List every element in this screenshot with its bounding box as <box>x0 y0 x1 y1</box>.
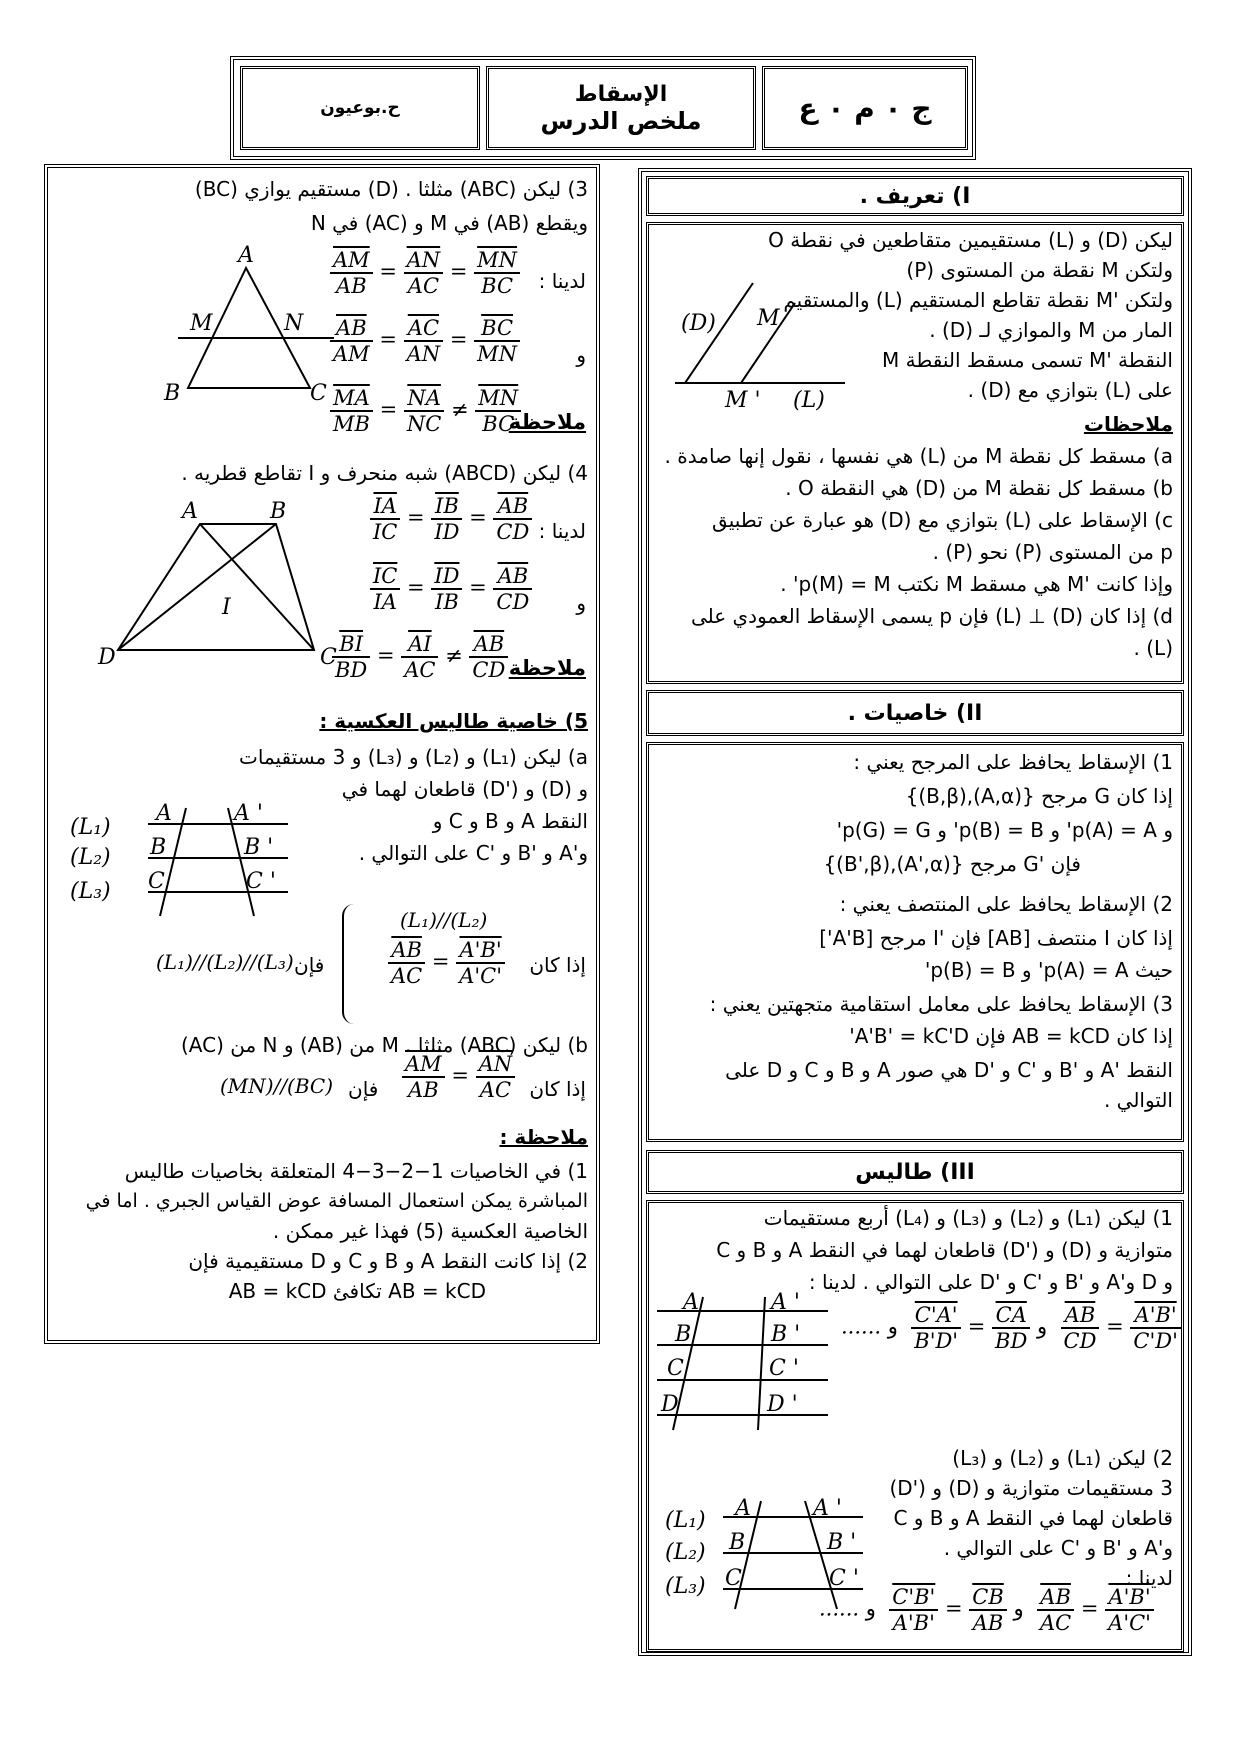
trap-label: I <box>222 595 231 620</box>
s1-note: وإذا كانت 'M هي مسقط M نكتب p(M) = M' . <box>780 572 1173 596</box>
p4-formula-2: $\frac{\overline{IC}}{IA}$ = $\frac{\overline{ID}}{IB}$ = $\frac{\overline{AB}}{CD}$ <box>370 564 532 614</box>
rt-label: (L₁) <box>70 815 111 840</box>
p4-formula-3: $\frac{\overline{BI}}{BD}$ = $\frac{\overline{AI}}{AC}$ ≠ $\frac{\overline{AB}}{CD}$ <box>332 632 508 682</box>
section-2-box <box>646 742 1184 1142</box>
s2-line: حيث p(A) = A' و p(B) = B' <box>924 958 1173 982</box>
note-line: 1) في الخاصيات 1−2−3−4 المتعلقة بخاصيات طاليس <box>124 1159 588 1183</box>
tri-label: C <box>310 381 327 406</box>
fig4-label: B <box>675 1322 692 1347</box>
level-cell <box>762 66 968 150</box>
fig4-label: C <box>667 1356 684 1381</box>
tri-label: M <box>190 311 213 336</box>
fig3-label: A ' <box>813 1496 842 1521</box>
trap-label: B <box>270 499 287 524</box>
fig4-label: A <box>683 1290 699 1315</box>
header-box <box>230 56 976 160</box>
thales-figure-4 <box>653 1290 833 1435</box>
fig4-label: D <box>661 1392 679 1417</box>
s3-line: 2) ليكن (L₁) و (L₂) و (L₃) <box>952 1446 1173 1470</box>
s1-line: ولتكن M نقطة من المستوى (P) <box>906 258 1173 282</box>
rt-label: (L₃) <box>70 879 111 904</box>
p5-line: a) ليكن (L₁) و (L₂) و (L₃) و 3 مستقيمات <box>239 745 588 769</box>
note-label: ملاحظة <box>508 656 586 680</box>
s2-line: إذا كان AB = kCD فإن A'B' = kC'D' <box>849 1024 1173 1048</box>
rt-label: B ' <box>244 835 274 860</box>
p5b-if: إذا كان <box>529 1077 586 1101</box>
fig3-label: C <box>725 1566 742 1591</box>
author-cell <box>240 66 480 150</box>
p4-formula-1: $\frac{\overline{IA}}{IC}$ = $\frac{\overline{IB}}{ID}$ = $\frac{\overline{AB}}{CD}$ <box>370 494 532 544</box>
s2-line: إذا كان I منتصف [AB] فإن 'I مرجح [A'B'] <box>819 926 1173 950</box>
fig3-label: (L₃) <box>665 1574 706 1599</box>
p3-line: 3) ليكن (ABC) مثلثا . (D) مستقيم يوازي (BC) <box>194 177 588 201</box>
s3-line: 1) ليكن (L₁) و (L₂) و (L₃) و (L₄) أربع مستقيمات <box>763 1206 1173 1230</box>
fig4-label: D ' <box>767 1392 798 1417</box>
s2-line: التوالي . <box>1103 1088 1173 1112</box>
section-1-title: I) تعريف . <box>646 176 1184 216</box>
we-have-label: لدينا : <box>538 269 586 293</box>
p5-if: إذا كان <box>529 953 586 977</box>
label-M: M <box>757 306 780 331</box>
tri-label: B <box>164 381 181 406</box>
s3-line: لدينا : <box>1125 1566 1173 1590</box>
s3-line: و'A و 'B و 'C على التوالي . <box>943 1536 1173 1560</box>
level: ج ٠ م ٠ ع <box>798 91 932 125</box>
notes-title: ملاحظة : <box>499 1125 588 1149</box>
and-label: و <box>576 591 586 615</box>
right-column <box>638 168 1192 1656</box>
author: ح.بوعيون <box>320 98 400 118</box>
rt-label: A <box>156 801 172 826</box>
p5-cond-frac: $\frac{\overline{AB}}{AC}$ = $\frac{A'B'}{A'C'}$ <box>388 938 505 988</box>
rt-label: C ' <box>246 869 276 894</box>
p5b-then: فإن <box>348 1077 379 1101</box>
page-subtitle: ملخص الدرس <box>540 106 702 135</box>
fig4-label: A ' <box>771 1290 800 1315</box>
triangle-figure <box>98 243 328 416</box>
note-line: AB = kCD تكافئ AB = kCD <box>228 1279 486 1303</box>
p5-title: 5) خاصية طاليس العكسية : <box>319 709 588 733</box>
s2-line: 2) الإسقاط يحافظ على المنتصف يعني : <box>839 892 1173 916</box>
reverse-thales-figure <box>58 798 298 928</box>
fig4-label: B ' <box>771 1322 801 1347</box>
s1-note: (L) . <box>1133 636 1173 660</box>
fig3-label: B ' <box>827 1530 857 1555</box>
fig4-label: C ' <box>769 1356 799 1381</box>
p5-then: فإن <box>294 953 325 977</box>
p3-formula-1: $\frac{\overline{AM}}{AB}$ = $\frac{\overline{AN}}{AC}$ = $\frac{\overline{MN}}{BC}$ <box>330 248 520 298</box>
section-2-title: II) خاصيات . <box>646 690 1184 736</box>
s2-line: 3) الإسقاط يحافظ على معامل استقامية متجهتين يعني : <box>709 992 1173 1016</box>
tri-label: N <box>284 311 304 336</box>
label-Mp: M ' <box>725 388 761 413</box>
s1-notes-title: ملاحظات <box>1083 412 1173 436</box>
note-label: ملاحظة <box>508 410 586 434</box>
s2-line: و p(A) = A' و p(B) = B' و p(G) = G' <box>836 818 1173 842</box>
rt-label: B <box>150 835 167 860</box>
p5b-conclusion: (MN)//(BC) <box>220 1074 334 1098</box>
label-L: (L) <box>793 388 825 413</box>
s3-line: و D و'A و 'B و 'C و 'D على التوالي . لدينا : <box>808 1270 1173 1294</box>
p5-line: و (D) و ('D) قاطعان لهما في <box>341 777 588 801</box>
p3-formula-2: $\frac{\overline{AB}}{AM}$ = $\frac{\overline{AC}}{AN}$ = $\frac{\overline{BC}}{MN}$ <box>330 316 520 366</box>
s3-line: متوازية و (D) و ('D) قاطعان لهما في النقط A و B و C <box>716 1238 1173 1262</box>
we-have-label: لدينا : <box>538 519 586 543</box>
s1-line: ليكن (D) و (L) مستقيمين متقاطعين في نقطة O <box>768 228 1173 252</box>
left-column <box>44 164 600 1344</box>
p5b-line: b) ليكن (ABC) مثلثا . M من (AB) و N من (AC) <box>180 1033 588 1057</box>
trap-label: A <box>182 499 198 524</box>
s2-line: 1) الإسقاط يحافظ على المرجح يعني : <box>853 750 1173 774</box>
s1-note: p من المستوى (P) نحو (P) . <box>932 540 1173 564</box>
section-1-box <box>646 222 1184 684</box>
p5b-frac: $\frac{\overline{AM}}{AB}$ = $\frac{\overline{AN}}{AC}$ <box>402 1052 515 1102</box>
s2-line: إذا كان G مرجح {(A,α),(B,β)} <box>905 784 1173 808</box>
s3-line: 3 مستقيمات متوازية و (D) و ('D) <box>889 1476 1173 1500</box>
p3-line: ويقطع (AB) في M و (AC) في N <box>310 211 588 235</box>
s1-note: a) مسقط كل نقطة M من (L) هي نفسها ، نقول إنها صامدة . <box>664 444 1173 468</box>
s1-note: b) مسقط كل نقطة M من (D) هي النقطة O . <box>785 476 1173 500</box>
fig3-label: (L₂) <box>665 1540 706 1565</box>
p5-conclusion: (L₁)//(L₂)//(L₃) <box>156 950 294 974</box>
and-label: و <box>576 343 586 367</box>
fig3-label: B <box>729 1530 746 1555</box>
s1-note: c) الإسقاط على (L) بتوازي مع (D) هو عبارة عن تطبيق <box>712 508 1173 532</box>
s1-line: ولتكن 'M نقطة تقاطع المستقيم (L) والمستقيم <box>783 288 1173 312</box>
s3-formula-2: ...... و $\frac{\overline{CB}}{AB}$ = $\frac{C'B'}{A'B'}$ و $\frac{\overline{AB}}{AC}$ = $\frac{A'B'}{A'C'}$ <box>819 1585 1154 1635</box>
rt-label: C <box>148 869 165 894</box>
p5-line: النقط A و B و C و <box>432 809 588 833</box>
s2-line: فإن 'G مرجح {(A',α),(B',β)} <box>823 852 1081 876</box>
s1-line: على (L) بتوازي مع (D) . <box>967 378 1173 402</box>
fig3-label: A <box>735 1496 751 1521</box>
rt-label: A ' <box>234 801 263 826</box>
fig3-label: C ' <box>829 1566 859 1591</box>
note-line: 2) إذا كانت النقط A و B و C و D مستقيمية فإن <box>188 1249 588 1273</box>
label-D: (D) <box>681 311 716 336</box>
note-line: المباشرة يمكن استعمال المسافة عوض القياس الجبري . اما في <box>85 1190 588 1212</box>
section-3-title: III) طاليس <box>646 1150 1184 1194</box>
rt-label: (L₂) <box>70 845 111 870</box>
title-cell <box>486 66 756 150</box>
trap-label: C <box>320 645 337 670</box>
s2-line: النقط 'A و 'B و 'C و 'D هي صور A و B و C و D على <box>725 1058 1173 1082</box>
section-3-box <box>646 1200 1184 1652</box>
s1-line: النقطة 'M تسمى مسقط النقطة M <box>882 348 1173 372</box>
s1-line: المار من M والموازي لـ (D) . <box>929 318 1173 342</box>
s3-formula-1: ...... و $\frac{\overline{CA}}{BD}$ = $\frac{C'A'}{B'D'}$ و $\frac{\overline{AB}}{CD}$ = $\frac{A'B'}{C'D'}$ <box>841 1303 1181 1353</box>
p5-line: و'A و 'B و 'C على التوالي . <box>358 841 588 865</box>
fig3-label: (L₁) <box>665 1508 706 1533</box>
s3-line: قاطعان لهما في النقط A و B و C <box>893 1506 1173 1530</box>
page-title: الإسقاط <box>574 81 668 107</box>
p5-cond1: (L₁)//(L₂) <box>400 908 488 932</box>
trap-label: D <box>98 645 116 670</box>
trapezoid-figure <box>92 499 337 674</box>
note-line: الخاصية العكسية (5) فهذا غير ممكن . <box>272 1219 588 1243</box>
p4-line: 4) ليكن (ABCD) شبه منحرف و I تقاطع قطريه . <box>181 461 588 485</box>
p3-formula-3: $\frac{\overline{MA}}{MB}$ = $\frac{\overline{NA}}{NC}$ ≠ $\frac{\overline{MN}}{BC}$ <box>330 386 521 436</box>
s1-note: d) إذا كان (D) ⊥ (L) فإن p يسمى الإسقاط العمودي على <box>690 604 1173 628</box>
tri-label: A <box>238 243 254 268</box>
